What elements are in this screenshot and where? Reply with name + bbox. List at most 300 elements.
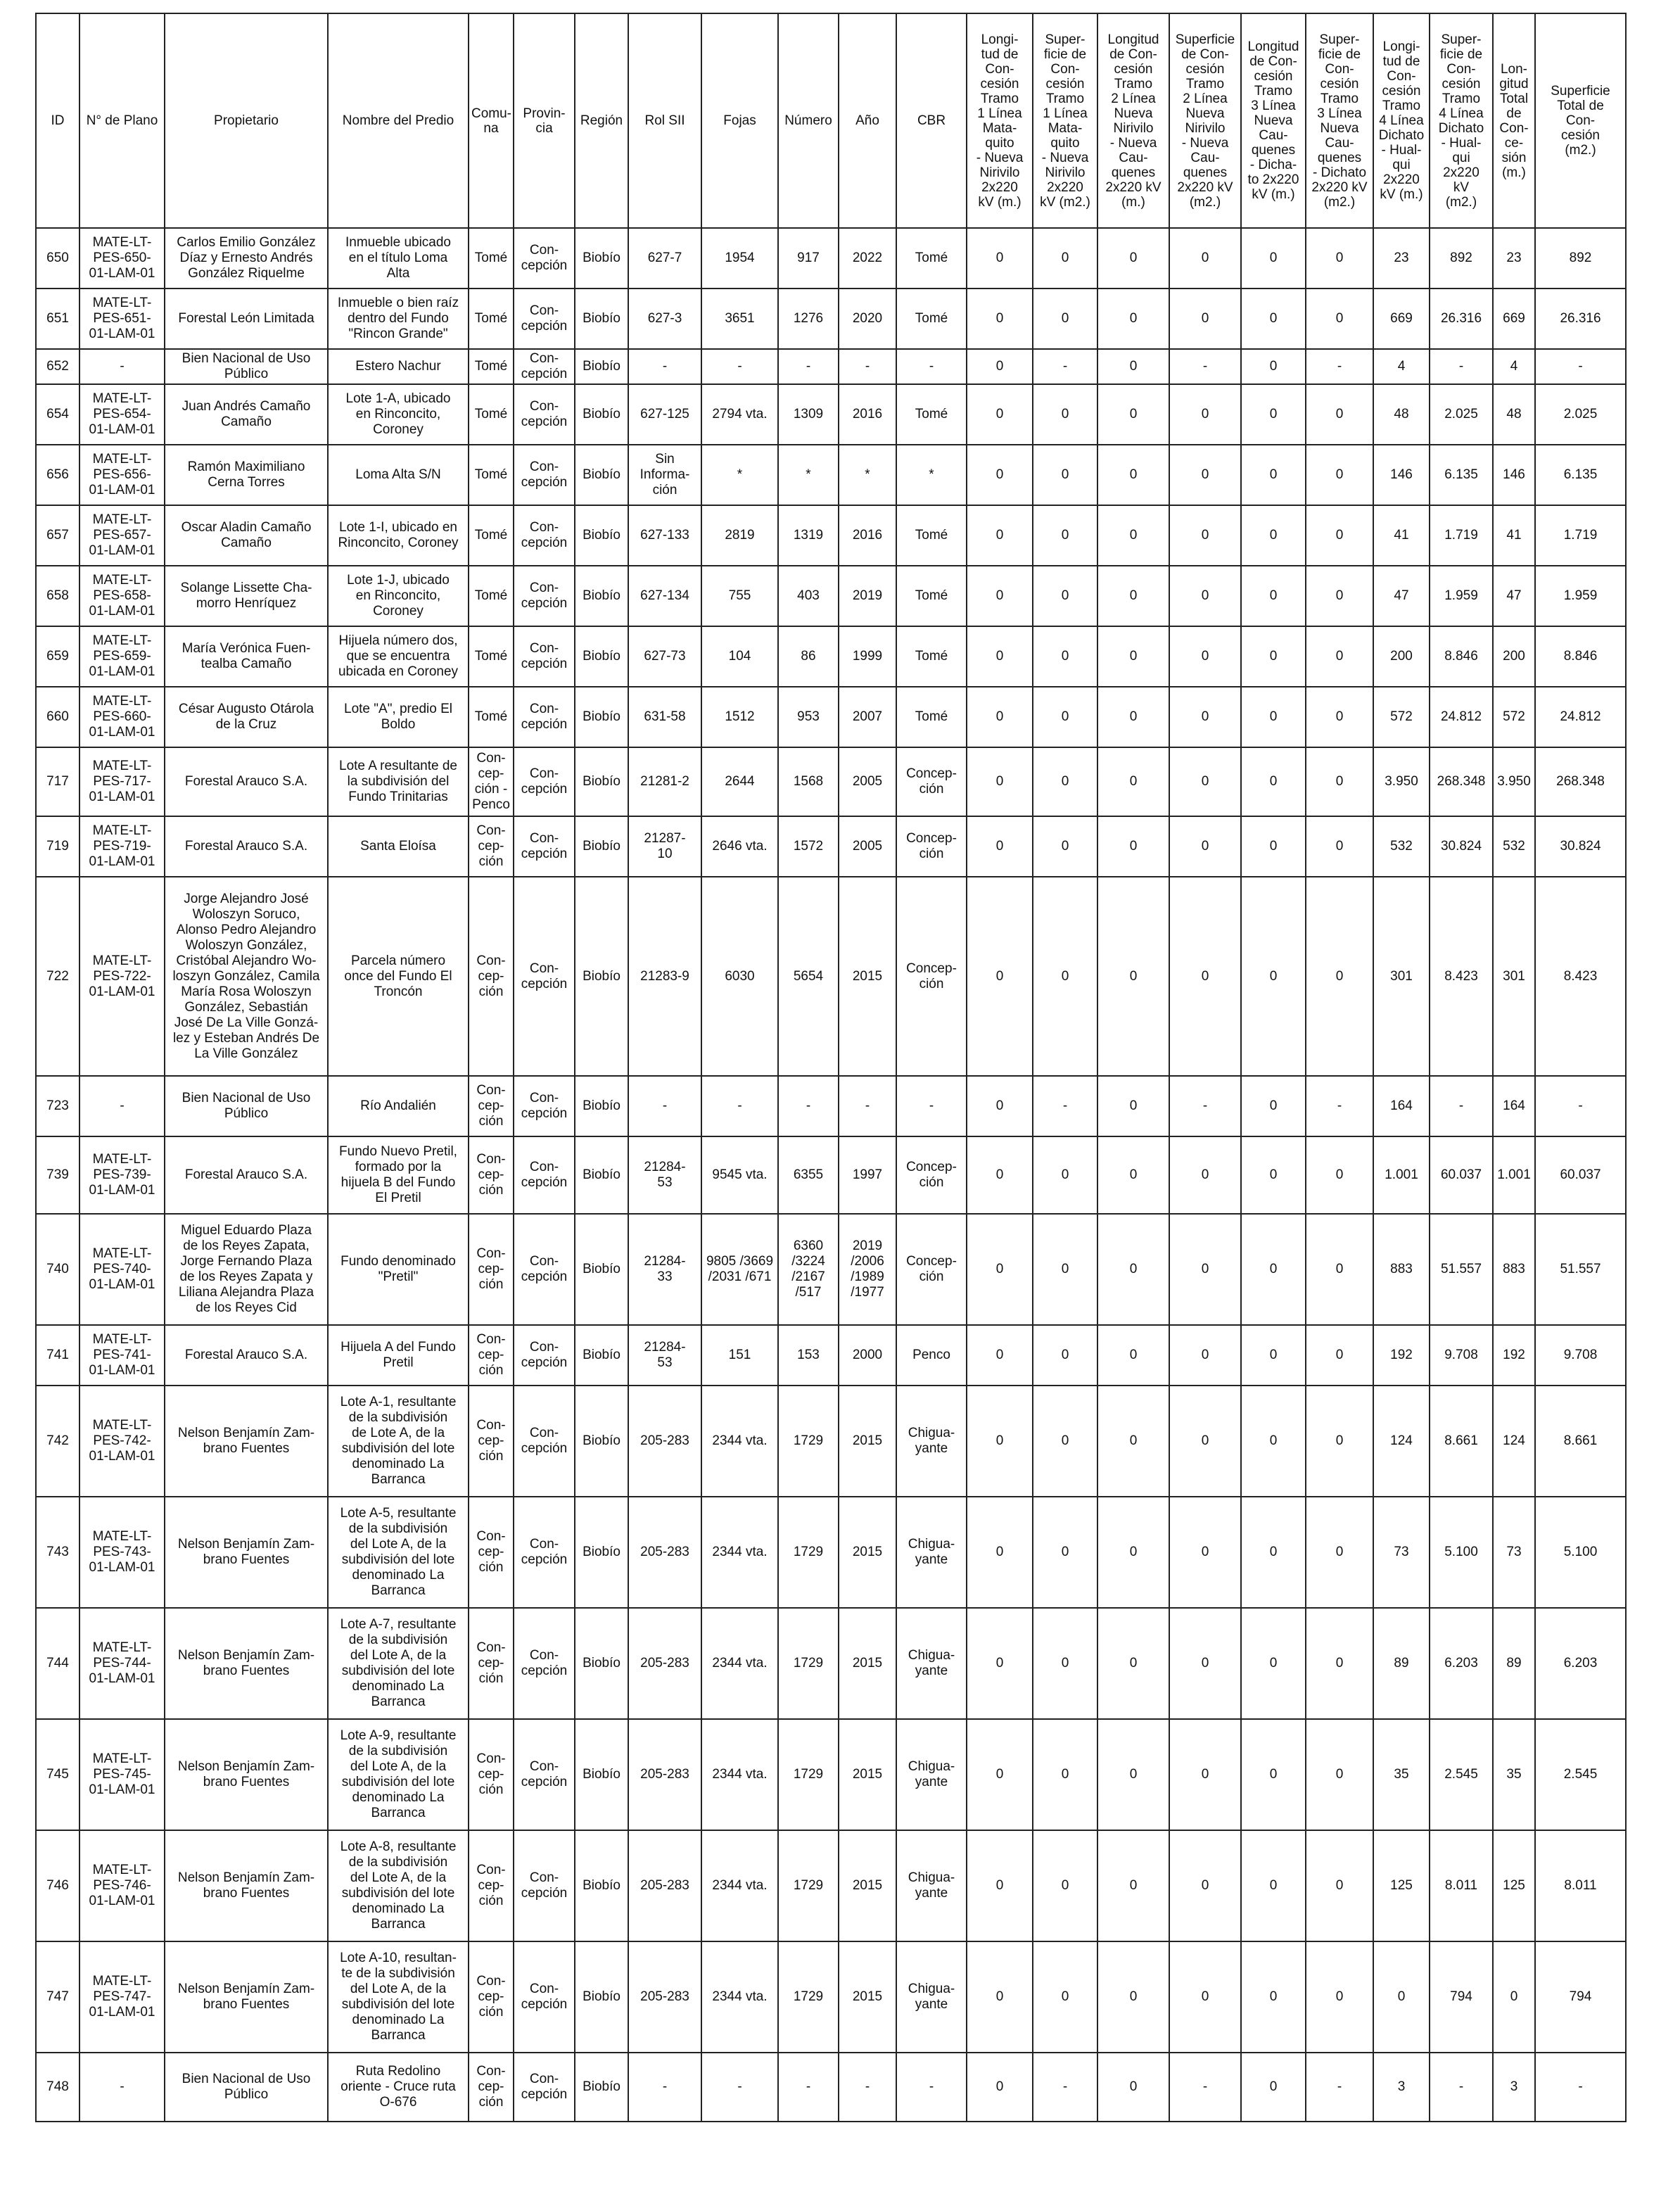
table-cell: 748: [36, 2053, 79, 2122]
table-cell: 73: [1373, 1497, 1430, 1608]
table-cell: Lote 1-J, ubicado en Rinconcito, Coroney: [328, 566, 469, 626]
table-cell: Biobío: [575, 1325, 628, 1386]
table-cell: 0: [1033, 1497, 1097, 1608]
table-cell: 0: [1169, 1497, 1241, 1608]
table-cell: Con- cep- ción - Penco: [469, 747, 514, 816]
table-cell: Concep- ción: [896, 747, 967, 816]
table-cell: 722: [36, 877, 79, 1076]
table-cell: 0: [1306, 1719, 1373, 1830]
table-cell: 8.661: [1535, 1386, 1626, 1497]
table-cell: 755: [701, 566, 778, 626]
table-cell: 0: [1241, 1497, 1306, 1608]
table-cell: 26.316: [1430, 289, 1493, 349]
table-cell: Biobío: [575, 1719, 628, 1830]
table-cell: 2015: [839, 1830, 896, 1941]
table-cell: 1.001: [1493, 1136, 1535, 1214]
table-cell: 73: [1493, 1497, 1535, 1608]
table-cell: Tomé: [469, 384, 514, 445]
table-cell: Con- cepción: [514, 687, 575, 747]
table-cell: 0: [967, 228, 1033, 289]
table-cell: 0: [1033, 1214, 1097, 1325]
table-cell: Biobío: [575, 349, 628, 384]
table-cell: 0: [1241, 228, 1306, 289]
table-cell: 669: [1493, 289, 1535, 349]
table-cell: Con- cepción: [514, 626, 575, 687]
table-cell: 2.025: [1430, 384, 1493, 445]
table-cell: -: [1535, 2053, 1626, 2122]
table-cell: Biobío: [575, 877, 628, 1076]
table-cell: 0: [1097, 445, 1169, 505]
table-cell: Bien Nacional de Uso Público: [165, 1076, 328, 1136]
table-cell: 24.812: [1535, 687, 1626, 747]
table-cell: 48: [1373, 384, 1430, 445]
table-cell: MATE-LT- PES-747- 01-LAM-01: [79, 1941, 165, 2053]
table-cell: Biobío: [575, 1076, 628, 1136]
table-cell: -: [79, 349, 165, 384]
table-cell: 205-283: [628, 1608, 701, 1719]
table-cell: 0: [1033, 1325, 1097, 1386]
table-cell: 192: [1493, 1325, 1535, 1386]
table-cell: 0: [1241, 445, 1306, 505]
table-cell: Con- cep- ción: [469, 1497, 514, 1608]
table-cell: 0: [1169, 228, 1241, 289]
column-header: Provin- cia: [514, 13, 575, 228]
table-cell: Hijuela A del Fundo Pretil: [328, 1325, 469, 1386]
table-cell: Forestal Arauco S.A.: [165, 1136, 328, 1214]
table-cell: Biobío: [575, 687, 628, 747]
table-cell: 35: [1493, 1719, 1535, 1830]
table-cell: Forestal Arauco S.A.: [165, 816, 328, 877]
table-cell: 0: [1169, 289, 1241, 349]
table-cell: 0: [1033, 687, 1097, 747]
table-cell: MATE-LT- PES-654- 01-LAM-01: [79, 384, 165, 445]
table-cell: 1309: [778, 384, 839, 445]
table-cell: Río Andalién: [328, 1076, 469, 1136]
table-cell: 2344 vta.: [701, 1608, 778, 1719]
table-row: [36, 2053, 1626, 2122]
table-cell: 60.037: [1535, 1136, 1626, 1214]
table-cell: MATE-LT- PES-650- 01-LAM-01: [79, 228, 165, 289]
column-header: Rol SII: [628, 13, 701, 228]
table-cell: 0: [1097, 877, 1169, 1076]
table-cell: 627-7: [628, 228, 701, 289]
table-cell: 0: [967, 384, 1033, 445]
table-cell: 2.545: [1535, 1719, 1626, 1830]
table-cell: -: [79, 2053, 165, 2122]
column-header: Super- ficie de Con- cesión Tramo 1 Línea Mata- quito - Nueva Nirivilo 2x220 kV (m2.): [1033, 13, 1097, 228]
table-cell: -: [1306, 1076, 1373, 1136]
table-cell: 0: [1097, 1076, 1169, 1136]
table-cell: Forestal Arauco S.A.: [165, 1325, 328, 1386]
table-cell: 2644: [701, 747, 778, 816]
table-cell: -: [628, 1076, 701, 1136]
table-cell: 1572: [778, 816, 839, 877]
column-header: N° de Plano: [79, 13, 165, 228]
table-cell: 6360 /3224 /2167 /517: [778, 1214, 839, 1325]
table-row: [36, 1136, 1626, 1214]
table-cell: Con- cepción: [514, 1719, 575, 1830]
table-cell: Tomé: [896, 566, 967, 626]
table-cell: 953: [778, 687, 839, 747]
column-header: Superficie Total de Con- cesión (m2.): [1535, 13, 1626, 228]
table-cell: Con- cep- ción: [469, 1214, 514, 1325]
table-cell: 1276: [778, 289, 839, 349]
table-cell: -: [1169, 349, 1241, 384]
table-row: [36, 445, 1626, 505]
table-cell: 151: [701, 1325, 778, 1386]
table-cell: 1.001: [1373, 1136, 1430, 1214]
table-cell: 0: [1097, 2053, 1169, 2122]
table-cell: 0: [1033, 1136, 1097, 1214]
table-cell: 8.423: [1430, 877, 1493, 1076]
table-cell: 24.812: [1430, 687, 1493, 747]
table-row: [36, 1214, 1626, 1325]
table-cell: 0: [1169, 1386, 1241, 1497]
table-cell: 0: [1169, 445, 1241, 505]
table-cell: Con- cep- ción: [469, 816, 514, 877]
table-cell: 21284- 53: [628, 1325, 701, 1386]
table-cell: 723: [36, 1076, 79, 1136]
table-cell: MATE-LT- PES-739- 01-LAM-01: [79, 1136, 165, 1214]
table-cell: 9.708: [1430, 1325, 1493, 1386]
table-cell: Con- cep- ción: [469, 1941, 514, 2053]
table-cell: 0: [1033, 1830, 1097, 1941]
table-cell: 125: [1493, 1830, 1535, 1941]
concession-table-sheet: [35, 13, 1625, 2122]
table-cell: 2344 vta.: [701, 1830, 778, 1941]
table-cell: 0: [1241, 1719, 1306, 1830]
table-cell: 0: [967, 626, 1033, 687]
table-cell: 153: [778, 1325, 839, 1386]
table-cell: Fundo denominado "Pretil": [328, 1214, 469, 1325]
table-cell: Fundo Nuevo Pretil, formado por la hijuela B del Fundo El Pretil: [328, 1136, 469, 1214]
table-cell: Con- cepción: [514, 384, 575, 445]
column-header: Número: [778, 13, 839, 228]
table-cell: 1512: [701, 687, 778, 747]
table-cell: 0: [1306, 1608, 1373, 1719]
table-cell: Con- cepción: [514, 1386, 575, 1497]
table-cell: 747: [36, 1941, 79, 2053]
table-cell: Con- cepción: [514, 349, 575, 384]
table-cell: 658: [36, 566, 79, 626]
table-cell: Con- cep- ción: [469, 1386, 514, 1497]
table-cell: 5.100: [1535, 1497, 1626, 1608]
table-cell: 627-134: [628, 566, 701, 626]
table-header: [36, 13, 1626, 228]
table-cell: 0: [1033, 228, 1097, 289]
table-cell: Lote A-5, resultante de la subdivisión del Lote A, de la subdivisión del lote denominado La Barranca: [328, 1497, 469, 1608]
table-cell: Oscar Aladin Camaño Camaño: [165, 505, 328, 566]
table-cell: 30.824: [1535, 816, 1626, 877]
table-cell: 0: [967, 687, 1033, 747]
table-cell: 21284- 53: [628, 1136, 701, 1214]
table-cell: 0: [1097, 687, 1169, 747]
table-cell: 2019 /2006 /1989 /1977: [839, 1214, 896, 1325]
table-cell: *: [839, 445, 896, 505]
table-cell: 0: [967, 1076, 1033, 1136]
column-header: Longi- tud de Con- cesión Tramo 4 Línea Dichato - Hual- qui 2x220 kV (m.): [1373, 13, 1430, 228]
table-cell: Tomé: [896, 228, 967, 289]
table-cell: Tomé: [469, 687, 514, 747]
table-cell: Con- cepción: [514, 1325, 575, 1386]
table-cell: 0: [1033, 566, 1097, 626]
table-cell: Forestal León Limitada: [165, 289, 328, 349]
table-cell: 0: [1241, 687, 1306, 747]
table-cell: 0: [1241, 1136, 1306, 1214]
table-cell: Chigua- yante: [896, 1386, 967, 1497]
table-cell: 0: [1241, 384, 1306, 445]
column-header: Superficie de Con- cesión Tramo 2 Línea Nueva Nirivilo - Nueva Cau- quenes 2x220 kV (m2.): [1169, 13, 1241, 228]
table-row: [36, 687, 1626, 747]
table-cell: Con- cepción: [514, 1497, 575, 1608]
table-cell: -: [628, 2053, 701, 2122]
table-row: [36, 1941, 1626, 2053]
table-cell: 2007: [839, 687, 896, 747]
table-cell: 2015: [839, 1386, 896, 1497]
table-cell: Biobío: [575, 816, 628, 877]
table-row: [36, 1830, 1626, 1941]
table-cell: 41: [1493, 505, 1535, 566]
table-cell: 572: [1493, 687, 1535, 747]
table-cell: 0: [1169, 1136, 1241, 1214]
table-cell: Juan Andrés Camaño Camaño: [165, 384, 328, 445]
table-cell: 654: [36, 384, 79, 445]
table-cell: 2015: [839, 877, 896, 1076]
table-cell: 2005: [839, 747, 896, 816]
table-cell: 1.719: [1535, 505, 1626, 566]
table-cell: Santa Eloísa: [328, 816, 469, 877]
table-cell: 741: [36, 1325, 79, 1386]
table-cell: Con- cepción: [514, 1830, 575, 1941]
table-cell: 47: [1373, 566, 1430, 626]
table-cell: Biobío: [575, 1386, 628, 1497]
table-cell: Forestal Arauco S.A.: [165, 747, 328, 816]
table-cell: 2016: [839, 505, 896, 566]
table-cell: Con- cep- ción: [469, 1076, 514, 1136]
table-cell: 743: [36, 1497, 79, 1608]
table-cell: 0: [1169, 1719, 1241, 1830]
table-cell: 6355: [778, 1136, 839, 1214]
table-cell: Tomé: [469, 349, 514, 384]
table-cell: Con- cepción: [514, 1076, 575, 1136]
table-cell: 659: [36, 626, 79, 687]
table-cell: 0: [1033, 1719, 1097, 1830]
table-cell: 6.135: [1535, 445, 1626, 505]
table-cell: 0: [1306, 687, 1373, 747]
table-cell: 0: [967, 349, 1033, 384]
table-cell: 0: [1097, 1497, 1169, 1608]
table-row: [36, 1719, 1626, 1830]
table-cell: 6.203: [1535, 1608, 1626, 1719]
table-cell: 631-58: [628, 687, 701, 747]
table-cell: María Verónica Fuen- tealba Camaño: [165, 626, 328, 687]
table-cell: Nelson Benjamín Zam- brano Fuentes: [165, 1830, 328, 1941]
table-cell: Tomé: [896, 289, 967, 349]
table-cell: Nelson Benjamín Zam- brano Fuentes: [165, 1497, 328, 1608]
table-cell: 60.037: [1430, 1136, 1493, 1214]
table-cell: Con- cepción: [514, 816, 575, 877]
table-cell: 2344 vta.: [701, 1386, 778, 1497]
table-cell: -: [79, 1076, 165, 1136]
table-cell: Chigua- yante: [896, 1608, 967, 1719]
table-cell: 21281-2: [628, 747, 701, 816]
table-cell: 746: [36, 1830, 79, 1941]
table-cell: 6.203: [1430, 1608, 1493, 1719]
table-cell: 0: [967, 816, 1033, 877]
table-cell: 0: [967, 1941, 1033, 2053]
table-cell: 0: [1097, 1941, 1169, 2053]
table-row: [36, 505, 1626, 566]
table-cell: 656: [36, 445, 79, 505]
table-cell: 652: [36, 349, 79, 384]
table-cell: Biobío: [575, 2053, 628, 2122]
table-cell: 6030: [701, 877, 778, 1076]
table-cell: Lote 1-I, ubicado en Rinconcito, Coroney: [328, 505, 469, 566]
table-cell: *: [896, 445, 967, 505]
table-cell: 4: [1373, 349, 1430, 384]
table-cell: 1.719: [1430, 505, 1493, 566]
table-cell: 572: [1373, 687, 1430, 747]
table-cell: Con- cep- ción: [469, 1325, 514, 1386]
table-cell: 205-283: [628, 1941, 701, 2053]
table-cell: 268.348: [1430, 747, 1493, 816]
table-cell: 0: [1241, 349, 1306, 384]
table-cell: 660: [36, 687, 79, 747]
table-cell: 0: [1169, 1325, 1241, 1386]
table-cell: 5654: [778, 877, 839, 1076]
table-cell: -: [1430, 1076, 1493, 1136]
table-cell: 0: [1169, 816, 1241, 877]
table-cell: 1.959: [1535, 566, 1626, 626]
table-cell: 0: [1306, 1136, 1373, 1214]
table-cell: 0: [1241, 1608, 1306, 1719]
table-cell: Inmueble ubicado en el título Loma Alta: [328, 228, 469, 289]
column-header: Fojas: [701, 13, 778, 228]
table-cell: 627-3: [628, 289, 701, 349]
table-cell: Con- cepción: [514, 877, 575, 1076]
table-cell: Lote "A", predio El Boldo: [328, 687, 469, 747]
table-cell: -: [839, 349, 896, 384]
table-cell: Con- cepción: [514, 2053, 575, 2122]
table-cell: 3.950: [1373, 747, 1430, 816]
table-cell: Chigua- yante: [896, 1719, 967, 1830]
table-cell: 0: [1169, 626, 1241, 687]
table-cell: 1729: [778, 1719, 839, 1830]
table-cell: 48: [1493, 384, 1535, 445]
table-cell: Tomé: [469, 626, 514, 687]
table-cell: 0: [1097, 747, 1169, 816]
table-cell: 0: [967, 1325, 1033, 1386]
table-cell: 883: [1373, 1214, 1430, 1325]
table-cell: 0: [1097, 505, 1169, 566]
table-cell: 532: [1373, 816, 1430, 877]
table-cell: 0: [1033, 1941, 1097, 2053]
table-cell: MATE-LT- PES-659- 01-LAM-01: [79, 626, 165, 687]
table-cell: Lote A-8, resultante de la subdivisión del Lote A, de la subdivisión del lote denominado La Barranca: [328, 1830, 469, 1941]
table-cell: -: [1033, 2053, 1097, 2122]
table-cell: 2015: [839, 1497, 896, 1608]
table-cell: 650: [36, 228, 79, 289]
table-cell: Tomé: [469, 505, 514, 566]
table-cell: 1729: [778, 1941, 839, 2053]
table-cell: 9545 vta.: [701, 1136, 778, 1214]
table-cell: 0: [1033, 505, 1097, 566]
table-cell: 3651: [701, 289, 778, 349]
table-cell: 0: [1306, 1941, 1373, 2053]
table-cell: 0: [1169, 877, 1241, 1076]
table-cell: Loma Alta S/N: [328, 445, 469, 505]
table-cell: 2344 vta.: [701, 1941, 778, 2053]
table-cell: -: [896, 2053, 967, 2122]
table-cell: -: [701, 349, 778, 384]
table-cell: -: [839, 2053, 896, 2122]
table-cell: -: [896, 349, 967, 384]
table-cell: Concep- ción: [896, 1136, 967, 1214]
table-cell: 41: [1373, 505, 1430, 566]
column-header: Super- ficie de Con- cesión Tramo 3 Línea Nueva Cau- quenes - Dichato 2x220 kV (m2.): [1306, 13, 1373, 228]
table-cell: MATE-LT- PES-745- 01-LAM-01: [79, 1719, 165, 1830]
table-cell: 0: [1033, 384, 1097, 445]
column-header: CBR: [896, 13, 967, 228]
table-cell: Lote A-10, resultan- te de la subdivisión del Lote A, de la subdivisión del lote denominado La Barranca: [328, 1941, 469, 2053]
table-row: [36, 228, 1626, 289]
table-cell: 51.557: [1535, 1214, 1626, 1325]
column-header: Propietario: [165, 13, 328, 228]
table-cell: 657: [36, 505, 79, 566]
table-cell: 0: [1169, 747, 1241, 816]
table-cell: -: [778, 349, 839, 384]
table-cell: Biobío: [575, 1214, 628, 1325]
table-cell: -: [1430, 349, 1493, 384]
table-cell: Ruta Redolino oriente - Cruce ruta O-676: [328, 2053, 469, 2122]
table-cell: Solange Lissette Cha- morro Henríquez: [165, 566, 328, 626]
column-header: Región: [575, 13, 628, 228]
table-cell: -: [1535, 1076, 1626, 1136]
table-cell: MATE-LT- PES-744- 01-LAM-01: [79, 1608, 165, 1719]
table-cell: Chigua- yante: [896, 1830, 967, 1941]
table-cell: 30.824: [1430, 816, 1493, 877]
table-cell: 627-73: [628, 626, 701, 687]
table-cell: 742: [36, 1386, 79, 1497]
table-cell: 0: [1169, 1830, 1241, 1941]
table-cell: 1568: [778, 747, 839, 816]
table-cell: 0: [1097, 228, 1169, 289]
table-cell: 627-125: [628, 384, 701, 445]
table-cell: Ramón Maximiliano Cerna Torres: [165, 445, 328, 505]
table-row: [36, 747, 1626, 816]
table-cell: 669: [1373, 289, 1430, 349]
table-cell: Nelson Benjamín Zam- brano Fuentes: [165, 1608, 328, 1719]
table-cell: -: [778, 2053, 839, 2122]
table-cell: Con- cepción: [514, 289, 575, 349]
table-row: [36, 1386, 1626, 1497]
table-cell: 0: [967, 289, 1033, 349]
table-cell: 2819: [701, 505, 778, 566]
table-cell: 2344 vta.: [701, 1497, 778, 1608]
table-cell: 0: [1033, 877, 1097, 1076]
table-cell: 164: [1493, 1076, 1535, 1136]
table-cell: 0: [967, 505, 1033, 566]
table-cell: 0: [1306, 626, 1373, 687]
column-header: ID: [36, 13, 79, 228]
table-cell: Lote A-7, resultante de la subdivisión del Lote A, de la subdivisión del lote denominado La Barranca: [328, 1608, 469, 1719]
table-cell: 8.846: [1430, 626, 1493, 687]
table-cell: 3: [1373, 2053, 1430, 2122]
table-cell: Biobío: [575, 228, 628, 289]
table-body: [36, 228, 1626, 2122]
table-cell: 0: [967, 1497, 1033, 1608]
table-cell: Biobío: [575, 626, 628, 687]
